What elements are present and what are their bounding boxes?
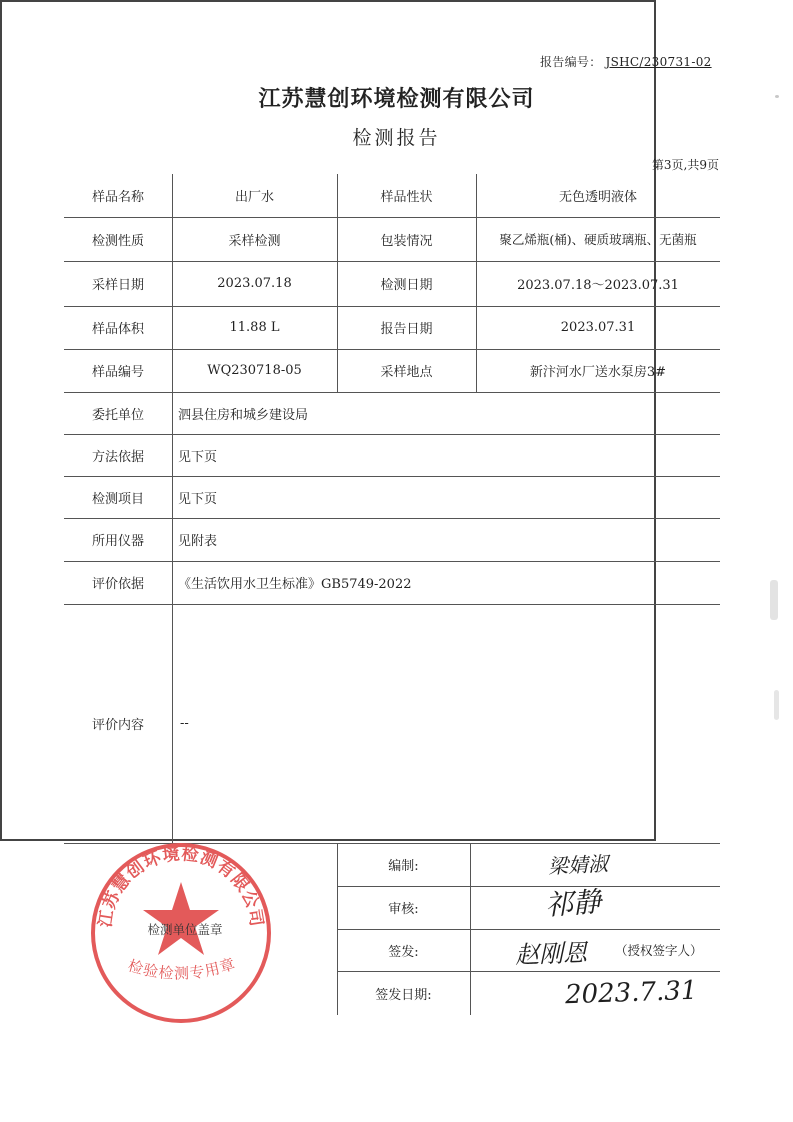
test-items-value: 见下页	[178, 491, 218, 507]
client-label: 委托单位	[91, 407, 144, 423]
issued-label: 签发:	[388, 944, 419, 960]
sampling-location-value: 新汴河水厂送水泵房3#	[529, 365, 667, 380]
issue-date-label: 签发日期:	[375, 987, 432, 1003]
page-info: 第3页,共9页	[651, 158, 719, 172]
report-date-value: 2023.07.31	[560, 320, 636, 335]
test-date-label: 检测日期	[380, 278, 433, 293]
sample-id-label: 样品编号	[91, 365, 144, 380]
sample-volume-value: 11.88 L	[229, 320, 280, 335]
test-nature-label: 检测性质	[91, 233, 144, 249]
instruments-value: 见附表	[178, 534, 218, 549]
column-divider	[470, 843, 471, 1015]
sample-volume-label: 样品体积	[91, 322, 144, 337]
stamp-note: 检测单位盖章	[147, 922, 223, 937]
compiled-label: 编制:	[388, 859, 419, 874]
issue-date-signature: 2023.7.31	[564, 975, 698, 1011]
scan-mark	[774, 690, 779, 720]
seal-text-bottom: 检验检测专用章	[125, 954, 239, 983]
company-name: 江苏慧创环境检测有限公司	[258, 87, 535, 112]
sample-id-value: WQ230718-05	[207, 363, 302, 378]
sample-state-label: 样品性状	[380, 190, 433, 205]
reviewed-label: 审核:	[388, 902, 419, 917]
packaging-label: 包装情况	[380, 233, 433, 249]
sampling-date-label: 采样日期	[91, 278, 144, 293]
sampling-location-label: 采样地点	[380, 365, 433, 380]
issuer-signature: 赵刚恩	[514, 938, 588, 970]
instruments-label: 所用仪器	[91, 534, 144, 549]
test-date-value: 2023.07.18～2023.07.31	[517, 278, 679, 293]
method-basis-value: 见下页	[178, 449, 218, 465]
document-title: 检测报告	[352, 127, 441, 149]
method-basis-label: 方法依据	[91, 449, 144, 465]
evaluation-content-value: --	[180, 716, 189, 731]
evaluation-basis-label: 评价依据	[91, 577, 144, 592]
packaging-value: 聚乙烯瓶(桶)、硬质玻璃瓶、无菌瓶	[499, 232, 697, 247]
sample-name-value: 出厂水	[234, 190, 274, 205]
report-number	[540, 53, 712, 70]
evaluation-basis-value: 《生活饮用水卫生标准》GB5749-2022	[178, 577, 412, 592]
evaluation-content-label: 评价内容	[91, 718, 144, 733]
report-number-value: JSHC/230731-02	[605, 55, 712, 69]
scan-mark	[775, 95, 779, 98]
test-items-label: 检测项目	[91, 491, 144, 507]
issuer-role: （授权签字人）	[615, 943, 703, 958]
sampling-date-value: 2023.07.18	[217, 276, 292, 291]
scan-mark	[770, 580, 778, 620]
seal-text-top: 江苏慧创环境检测有限公司	[95, 844, 267, 929]
reviewer-signature: 祁静	[544, 885, 603, 922]
client-value: 泗县住房和城乡建设局	[178, 407, 309, 423]
report-date-label: 报告日期	[380, 322, 433, 337]
compiler-signature: 梁婧淑	[547, 851, 609, 879]
test-nature-value: 采样检测	[228, 233, 281, 249]
report-number-label: 报告编号：	[540, 55, 602, 69]
sample-name-label: 样品名称	[91, 190, 144, 205]
sample-state-value: 无色透明液体	[558, 190, 637, 205]
